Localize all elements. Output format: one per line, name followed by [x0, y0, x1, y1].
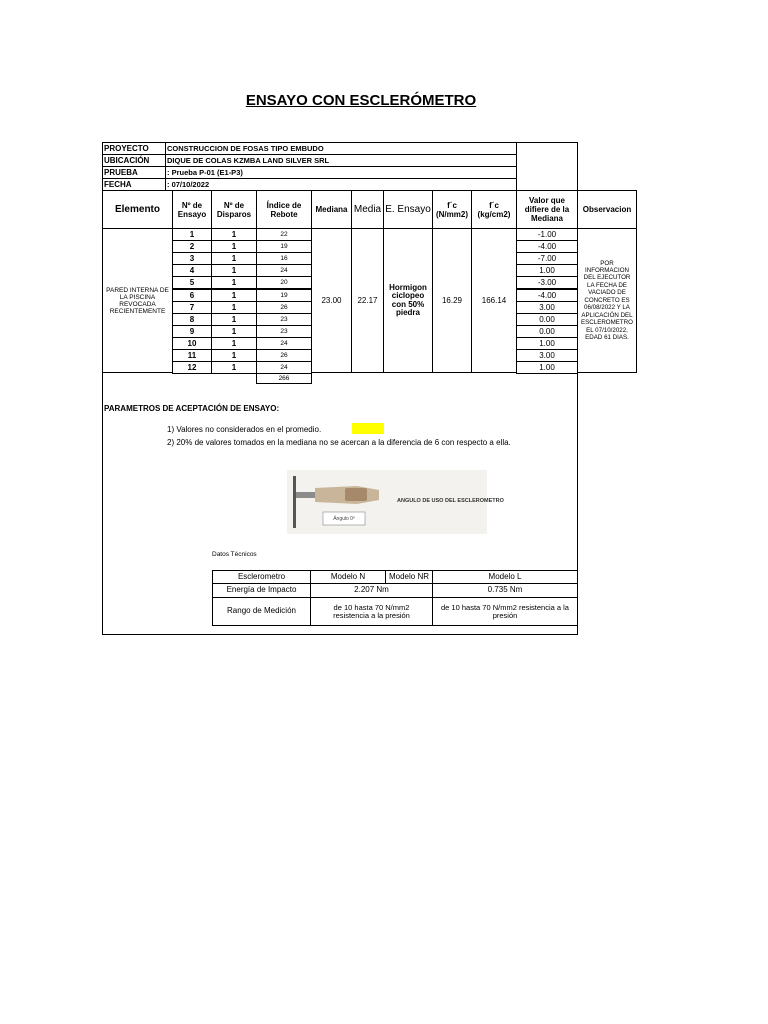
row-n-disparos: 1 — [211, 289, 257, 302]
row-valor-difiere: -4.00 — [516, 240, 578, 253]
row-n-disparos: 1 — [211, 361, 257, 374]
mediana-value: 23.00 — [311, 228, 352, 373]
datos-tecnicos-title: Datos Técnicos — [212, 551, 257, 558]
tech-energia-l: 0.735 Nm — [432, 583, 578, 598]
info-label-proyecto: PROYECTO — [102, 142, 166, 155]
angle-tag: Ángulo 0º — [333, 515, 355, 522]
row-indice-rebote: 26 — [256, 349, 312, 362]
params-title: PARAMETROS DE ACEPTACIÓN DE ENSAYO: — [104, 404, 280, 413]
info-blank-cell — [516, 142, 578, 191]
fc-nmm2-value: 16.29 — [432, 228, 472, 373]
row-n-disparos: 1 — [211, 325, 257, 338]
row-valor-difiere: 0.00 — [516, 325, 578, 338]
row-indice-rebote: 23 — [256, 313, 312, 326]
row-n-ensayo: 6 — [172, 289, 212, 302]
row-n-disparos: 1 — [211, 228, 257, 241]
row-valor-difiere: -3.00 — [516, 276, 578, 289]
row-n-disparos: 1 — [211, 349, 257, 362]
header-mediana: Mediana — [311, 190, 352, 229]
info-label-ubicacion: UBICACIÓN — [102, 154, 166, 167]
row-n-ensayo: 1 — [172, 228, 212, 241]
header-media: Media — [351, 190, 384, 229]
info-value-fecha: : 07/10/2022 — [165, 178, 517, 191]
e-ensayo-value: Hormigon ciclopeo con 50% piedra — [383, 228, 433, 373]
elemento-cell: PARED INTERNA DE LA PISCINA REVOCADA RECIENTEMENTE — [102, 228, 173, 373]
row-n-disparos: 1 — [211, 252, 257, 265]
tech-energia-n: 2.207 Nm — [310, 583, 433, 598]
row-n-ensayo: 8 — [172, 313, 212, 326]
row-n-ensayo: 2 — [172, 240, 212, 253]
row-n-ensayo: 3 — [172, 252, 212, 265]
row-n-ensayo: 10 — [172, 337, 212, 350]
row-indice-rebote: 24 — [256, 264, 312, 277]
fc-kgcm2-value: 166.14 — [471, 228, 517, 373]
row-indice-rebote: 26 — [256, 301, 312, 314]
header-valor-difiere: Valor que difiere de la Mediana — [516, 190, 578, 229]
page-title: ENSAYO CON ESCLERÓMETRO — [245, 92, 477, 109]
total-rebote: 266 — [256, 373, 312, 384]
row-n-disparos: 1 — [211, 313, 257, 326]
row-valor-difiere: 1.00 — [516, 361, 578, 374]
header-e-ensayo: E. Ensayo — [383, 190, 433, 229]
row-n-ensayo: 5 — [172, 276, 212, 289]
tech-rango-n: de 10 hasta 70 N/mm2 resistencia a la presión — [310, 597, 433, 626]
tech-header-modelo-n: Modelo N — [310, 570, 386, 584]
row-indice-rebote: 22 — [256, 228, 312, 241]
criterion-1: 1) Valores no considerados en el promedio. — [167, 425, 322, 434]
tech-header-modelo-nr: Modelo NR — [385, 570, 433, 584]
row-indice-rebote: 19 — [256, 240, 312, 253]
row-n-disparos: 1 — [211, 337, 257, 350]
header-elemento: Elemento — [102, 190, 173, 229]
row-indice-rebote: 20 — [256, 276, 312, 289]
row-n-disparos: 1 — [211, 301, 257, 314]
figure-caption: ANGULO DE USO DEL ESCLEROMETRO — [397, 498, 504, 504]
tech-label-energia: Energía de Impacto — [212, 583, 311, 598]
row-n-ensayo: 12 — [172, 361, 212, 374]
sclerometer-figure — [287, 470, 504, 534]
highlight-swatch — [352, 423, 384, 434]
header-indice-rebote: Índice de Rebote — [256, 190, 312, 229]
header-n-disparos: Nº de Disparos — [211, 190, 257, 229]
row-n-ensayo: 7 — [172, 301, 212, 314]
info-label-prueba: PRUEBA — [102, 166, 166, 179]
criterion-2: 2) 20% de valores tomados en la mediana no se acercan a la diferencia de 6 con respecto a ella. — [167, 438, 511, 447]
tech-header-modelo-l: Modelo L — [432, 570, 578, 584]
row-valor-difiere: 3.00 — [516, 349, 578, 362]
tech-header-esclerometro: Esclerometro — [212, 570, 311, 584]
header-observacion: Observacion — [577, 190, 637, 229]
row-indice-rebote: 19 — [256, 289, 312, 302]
row-valor-difiere: -7.00 — [516, 252, 578, 265]
row-n-ensayo: 4 — [172, 264, 212, 277]
row-n-disparos: 1 — [211, 276, 257, 289]
row-n-ensayo: 11 — [172, 349, 212, 362]
row-valor-difiere: -4.00 — [516, 289, 578, 302]
row-valor-difiere: 3.00 — [516, 301, 578, 314]
header-n-ensayo: Nº de Ensayo — [172, 190, 212, 229]
info-value-prueba: : Prueba P-01 (E1-P3) — [165, 166, 517, 179]
row-indice-rebote: 16 — [256, 252, 312, 265]
row-indice-rebote: 24 — [256, 337, 312, 350]
observacion-cell: POR INFORMACION DEL EJECUTOR LA FECHA DE VACIADO DE CONCRETO ES 06/08/2022 Y LA APLICACIÓN DEL ESCLEROMETRO EL 07/10/2022, EDAD 61 DIAS. — [577, 228, 637, 373]
tech-rango-l: de 10 hasta 70 N/mm2 resistencia a la presión — [432, 597, 578, 626]
header-fc-nmm2: f´c (N/mm2) — [432, 190, 472, 229]
row-indice-rebote: 23 — [256, 325, 312, 338]
row-valor-difiere: 1.00 — [516, 337, 578, 350]
media-value: 22.17 — [351, 228, 384, 373]
row-n-ensayo: 9 — [172, 325, 212, 338]
info-value-ubicacion: DIQUE DE COLAS KZMBA LAND SILVER SRL — [165, 154, 517, 167]
row-valor-difiere: -1.00 — [516, 228, 578, 241]
tech-label-rango: Rango de Medición — [212, 597, 311, 626]
info-label-fecha: FECHA — [102, 178, 166, 191]
row-indice-rebote: 24 — [256, 361, 312, 374]
header-fc-kgcm2: f´c (kg/cm2) — [471, 190, 517, 229]
row-n-disparos: 1 — [211, 240, 257, 253]
row-valor-difiere: 0.00 — [516, 313, 578, 326]
row-n-disparos: 1 — [211, 264, 257, 277]
info-value-proyecto: CONSTRUCCION DE FOSAS TIPO EMBUDO — [165, 142, 517, 155]
row-valor-difiere: 1.00 — [516, 264, 578, 277]
